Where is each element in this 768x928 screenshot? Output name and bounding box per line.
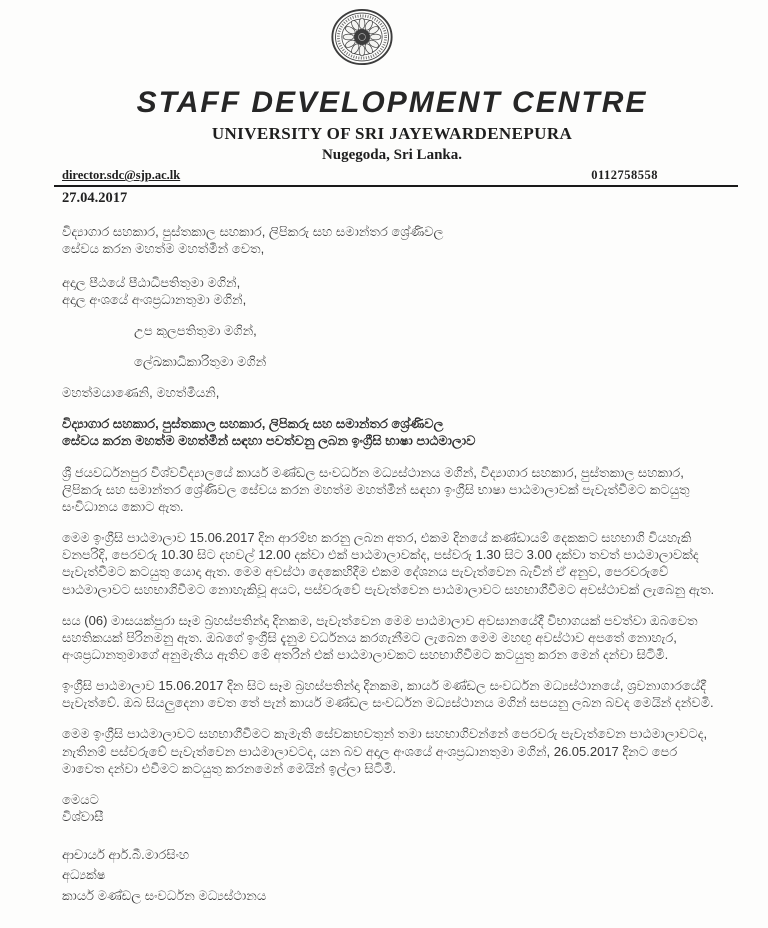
- email-address: director.sdc@sjp.ac.lk: [62, 168, 181, 183]
- closing-block: [62, 791, 722, 825]
- closing-line: විශ්වාසී: [62, 809, 104, 825]
- paragraph-3: සය (06) මාසයක්පුරා සෑම බ්‍රහස්පතින්දා දිනකම, පැවැත්වෙන මෙම පාඨමාලාව අවසානයේදී විභාගයක් පවත්වා ඔබවෙත සහතිකයක් පිරිනමනු ඇත. ඔබගේ ඉංග්‍රීසි දැනුම වර්ධනය කරගැනීමට ලැබෙන මෙම මහඟු අවස්ථාව අපතේ නොහැර, අංශප්‍රධානතුමාගේ අනුමැතිය ඇතිව මේ අතරින් එක් පාඨමාලාවකට සහභාගිවීමට කටයුතු කරන මෙන් දන්වා සිටිමි.: [62, 612, 698, 662]
- paragraph-1: ශ්‍රී ජයවර්ධනපුර විශ්වවිද්‍යාලයේ කාර්ය මණ්ඩල සංවර්ධන මධ්‍යස්ථානය මගින්, විද්‍යාගාර සහකාර, පුස්තකාල සහකාර, ලිපිකරු සහ සමාන්තර ශ්‍රේණිවල සේවය කරන මහත්ම මහත්මීන් සඳහා ඉංග්‍රීසි භාෂා පාඨමාලාවක් පැවැත්වීමට කටයුතු සංවිධානය කොට ඇත.: [62, 464, 690, 514]
- header-rule: [54, 185, 738, 187]
- paragraph-5: මෙම ඉංග්‍රීසි පාඨමාලාවට සහභාගීවීමට කැමැති සේවකභවතුන් තමා සහභාගිවන්නේ පෙරවරු පැවැත්වෙන පාඨමාලාවටද, නැතිනම් පස්වරුවේ පැවැත්වෙන පාඨමාලාවටද, යන බව අදාල අංශයේ අංශප්‍රධානතුමා මගින්, 26.05.2017 දිනට පෙර මාවෙත දන්වා එවීමට කටයුතු කරනමෙන් මෙයින් ඉල්ලා සිටිමි.: [62, 726, 708, 776]
- subject-line: සේවය කරන මහත්ම මහත්මීන් සඳහා පවත්වනු ලබන ඉංග්‍රීසි භාෂා පාඨමාලාව: [62, 433, 476, 449]
- through-block: [62, 274, 722, 308]
- through-line-vice-chancellor: උප කුලපතිතුමා මගින්,: [134, 322, 257, 338]
- signature-block: [62, 845, 722, 905]
- phone-number: 0112758558: [591, 168, 658, 183]
- letterhead: [62, 8, 722, 187]
- address-line: Nugegoda, Sri Lanka.: [321, 146, 463, 163]
- centre-name-title: STAFF DEVELOPMENT CENTRE: [136, 86, 648, 119]
- university-seal-logo: [330, 8, 394, 66]
- through-line-registrar: ලේඛකාධිකාරිතුමා මගින්: [134, 353, 267, 369]
- paragraph-2: මෙම ඉංග්‍රීසි පාඨමාලාව 15.06.2017 දින ආරම්භ කරනු ලබන අතර, එකම දිනයේ කණ්ඩායම් දෙකකට සහභාගි වියහැකි වනපරිදි, පෙරවරු 10.30 සිට දහවල් 12.00 දක්වා එක් පාඨමාලාවක්ද, පස්වරු 1.30 සිට 3.00 දක්වා තවත් පාඨමාලාවක්ද පැවැත්වීමට කටයුතු යොදා ඇත. මෙම අවස්ථා දෙකෙහිදීම එකම දේශනය පැවැත්වෙන බැවින් ඒ අනුව, පෙරවරුවේ පාඨමාලාවට සහභාගිවීමට නොහැකිවූ අයට, පස්වරුවේ පැවැත්වෙන පාඨමාලාවට සහභාගීවීමට අවස්ථාවක් ලැබෙනු ඇත.: [62, 530, 715, 597]
- recipient-line: විද්‍යාගාර සහකාර, පුස්තකාල සහකාර, ලිපිකරු සහ සමාන්තර ශ්‍රේණිවල: [62, 224, 444, 240]
- contact-row: [62, 168, 722, 183]
- subject-block: [62, 415, 722, 449]
- subject-line: විද්‍යාගාර සහකාර, පුස්තකාල සහකාර, ලිපිකරු සහ සමාන්තර ශ්‍රේණිවල: [62, 416, 444, 432]
- signatory-designation: අධ්‍යක්ෂ: [62, 867, 106, 883]
- closing-line: මෙයට: [62, 791, 99, 807]
- through-line: අදාල අංශයේ අංශප්‍රධානතුමා මගින්,: [62, 291, 247, 307]
- signatory-organization: කාර්ය මණ්ඩල සංවර්ධන මධ්‍යස්ථානය: [62, 887, 267, 903]
- university-name: UNIVERSITY OF SRI JAYEWARDENEPURA: [211, 124, 573, 143]
- letter-date: 27.04.2017: [62, 190, 128, 207]
- through-line: අදාල පීඨයේ පීඨාධිපතිතුමා මගින්,: [62, 274, 241, 290]
- paragraph-4: ඉංග්‍රීසි පාඨමාලාව 15.06.2017 දින සිට සෑම බ්‍රහස්පතින්දා දිනකම, කාර්ය මණ්ඩල සංවර්ධන මධ්‍යස්ථානයේ, ශ්‍රවනාගාරයේදී පැවැත්වේ. ඔබ සියලුදෙනා වෙත තේ පැන් කාර්ය මණ්ඩල සංවර්ධන මධ්‍යස්ථානය මගින් සපයනු ලබන බවද මෙයින් දන්වමි.: [62, 678, 714, 711]
- salutation: මහත්මයාණෙනි, මහත්මීයනි,: [62, 385, 220, 401]
- signatory-name: ආචාර්ය ආර්.බී.මාරසිංහ: [62, 847, 190, 863]
- recipient-line: සේවය කරන මහත්ම මහත්මීන් වෙත,: [62, 241, 265, 257]
- recipient-block: [62, 223, 722, 257]
